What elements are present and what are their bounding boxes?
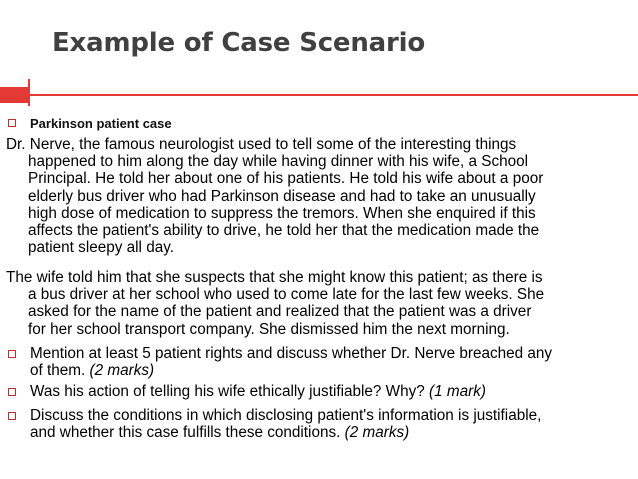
subheading-text: Parkinson patient case: [30, 116, 172, 131]
question-line: [8, 383, 632, 400]
title-underline: [28, 94, 638, 96]
question-line: [8, 424, 632, 441]
paragraph-line: asked for the name of the patient and realized that the patient was a driver: [28, 303, 532, 321]
question-text: and whether this case fulfills these conditions.: [30, 424, 345, 442]
paragraph-line: Principal. He told her about one of his patients. He told his wife about a poor: [28, 170, 544, 188]
question-line: [8, 345, 632, 362]
question-1: [8, 345, 632, 379]
square-bullet-icon: [8, 119, 16, 127]
question-line: [8, 362, 632, 379]
paragraph-line: happened to him along the day while having dinner with his wife, a School: [28, 153, 529, 171]
case-paragraph-2: [6, 269, 632, 338]
square-bullet-icon: [8, 412, 16, 420]
square-bullet-icon: [8, 388, 16, 396]
question-text: of them.: [30, 362, 90, 380]
square-bullet-icon: [8, 350, 16, 358]
paragraph-line: a bus driver at her school who used to come late for the last few weeks. She: [28, 286, 545, 304]
slide-title: Example of Case Scenario: [52, 28, 426, 58]
paragraph-line: affects the patient's ability to drive, he told her that the medication made the: [28, 222, 540, 240]
question-marks: (1 mark): [429, 383, 486, 400]
paragraph-line: patient sleepy all day.: [28, 239, 174, 257]
question-line: [8, 407, 632, 424]
title-accent-vertical-line: [28, 79, 30, 106]
question-marks: (2 marks): [344, 424, 410, 442]
question-text: Was his action of telling his wife ethically justifiable? Why?: [30, 383, 430, 400]
title-accent-block: [0, 87, 28, 103]
question-marks: (2 marks): [89, 362, 155, 380]
paragraph-line: for her school transport company. She dismissed him the next morning.: [28, 320, 510, 338]
question-text: Mention at least 5 patient rights and discuss whether Dr. Nerve breached any: [30, 345, 553, 362]
question-3: [8, 407, 632, 441]
paragraph-line: The wife told him that she suspects that she might know this patient; as there is: [6, 269, 543, 286]
question-2: [8, 383, 632, 400]
question-text: Discuss the conditions in which disclosing patient's information is justifiable,: [30, 407, 542, 424]
paragraph-line: Dr. Nerve, the famous neurologist used to tell some of the interesting things: [6, 136, 517, 153]
case-paragraph-1: [6, 136, 632, 256]
paragraph-line: elderly bus driver who had Parkinson disease and had to take an unusually: [28, 187, 536, 205]
paragraph-line: high dose of medication to suppress the tremors. When she enquired if this: [28, 204, 536, 222]
